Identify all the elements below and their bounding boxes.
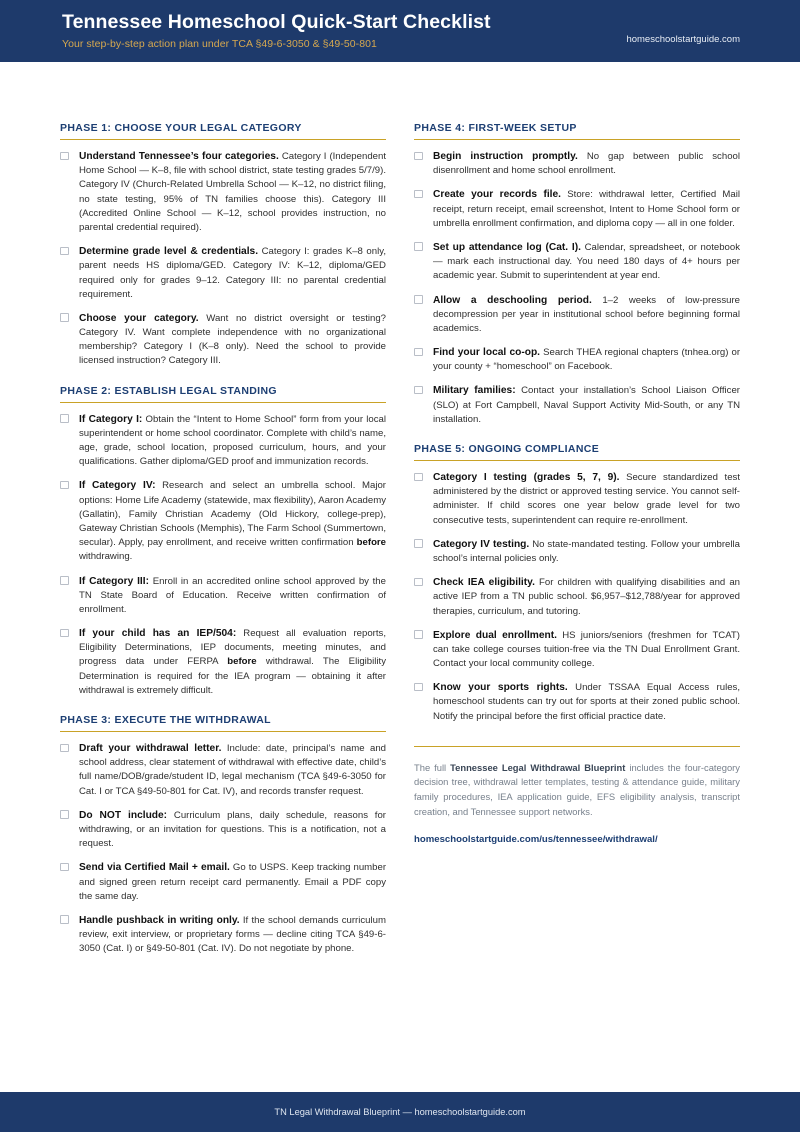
checklist-item-body: Include: date, principal’s name and school address, clear statement of withdrawal with effective date, child’s full name/DOB/grade/student ID, legal mechanism (TCA §49-6-3050 for Cat. I or TCA §49-50-801 for Cat. IV), and records transfer request. bbox=[79, 743, 386, 797]
checklist-item[interactable] bbox=[60, 626, 386, 698]
checklist-item-body: No gap between public school disenrollment and home school enrollment. bbox=[433, 151, 740, 177]
checklist-item-body: 1–2 weeks of low-pressure decompression per year in institutional school before beginning formal academics. bbox=[433, 294, 740, 334]
checklist-item[interactable] bbox=[60, 311, 386, 369]
phase-divider bbox=[414, 460, 740, 461]
checklist-item-lead: Category I testing (grades 5, 7, 9). bbox=[433, 472, 620, 483]
checklist-item-body: Category I (Independent Home School — K–8, file with school district, state testing grades 5/7/9). Category IV (Church-Related Umbrella School — K–12, no district filing, no state testing, 95% of TN families choose this). Category III (Accredited Online School — K–12, school provides instruction, no parental credential required). bbox=[79, 151, 386, 233]
checklist-item[interactable] bbox=[414, 575, 740, 619]
checklist-item-body: For children with qualifying disabilities and an active IEP from a TN public school. $6,957–$12,788/year for approved therapies, curriculum, and tutoring. bbox=[433, 577, 741, 617]
checkbox-icon[interactable] bbox=[60, 744, 69, 753]
checkbox-icon[interactable] bbox=[414, 295, 423, 304]
checkbox-icon[interactable] bbox=[414, 348, 423, 357]
checklist-item-lead: Determine grade level & credentials. bbox=[79, 246, 259, 258]
checkbox-icon[interactable] bbox=[414, 539, 423, 548]
checkbox-icon[interactable] bbox=[414, 578, 423, 587]
checklist-item-lead: Draft your withdrawal letter. bbox=[79, 743, 222, 754]
checklist-item-lead: Set up attendance log (Cat. I). bbox=[433, 241, 581, 253]
checklist-item[interactable] bbox=[60, 478, 386, 564]
page-header bbox=[0, 0, 800, 62]
checklist-item-body: Category I: grades K–8 only, parent needs HS diploma/GED. Category IV: K–12, diploma/GED required only for grades 9–12. Category III: no parental credential requirement. bbox=[79, 246, 386, 300]
checklist-item[interactable] bbox=[414, 187, 740, 231]
checklist bbox=[414, 149, 740, 427]
two-column-layout bbox=[60, 122, 740, 966]
promo-link[interactable]: homeschoolstartguide.com/us/tennessee/withdrawal/ bbox=[414, 834, 658, 846]
checklist-item-lead: Know your sports rights. bbox=[433, 682, 568, 694]
page-subtitle: Your step-by-step action plan under TCA §49-6-3050 & §49-50-801 bbox=[62, 38, 377, 51]
checklist bbox=[60, 412, 386, 698]
checklist-item[interactable] bbox=[60, 913, 386, 957]
promo-product-name: Tennessee Legal Withdrawal Blueprint bbox=[450, 761, 626, 773]
checkbox-icon[interactable] bbox=[414, 386, 423, 395]
checkbox-icon[interactable] bbox=[60, 810, 69, 819]
checklist-item[interactable] bbox=[414, 628, 740, 672]
checklist-item[interactable] bbox=[414, 470, 740, 528]
checklist-item-lead: Understand Tennessee’s four categories. bbox=[79, 151, 279, 162]
phase-heading: PHASE 4: FIRST-WEEK SETUP bbox=[414, 122, 577, 134]
checklist bbox=[60, 741, 386, 956]
checklist-item-body-tail: withdrawal. The Eligibility Determination is required for the IEA program — obtaining it after withdrawal is extremely difficult. bbox=[79, 656, 386, 696]
checkbox-icon[interactable] bbox=[60, 863, 69, 872]
checklist-item-body-tail: withdrawing. bbox=[79, 551, 133, 563]
checklist-item-lead: Handle pushback in writing only. bbox=[79, 914, 240, 926]
checkbox-icon[interactable] bbox=[60, 152, 69, 161]
checklist bbox=[60, 149, 386, 369]
checkbox-icon[interactable] bbox=[60, 915, 69, 924]
checklist-item-body: Search THEA regional chapters (tnhea.org) or your county + “homeschool” on Facebook. bbox=[433, 347, 741, 373]
phase-divider bbox=[60, 402, 386, 403]
phase-section bbox=[60, 714, 386, 956]
checklist-item-lead: Choose your category. bbox=[79, 312, 199, 324]
checklist-item-lead: Category IV testing. bbox=[433, 538, 530, 550]
checkbox-icon[interactable] bbox=[414, 473, 423, 482]
checkbox-icon[interactable] bbox=[414, 242, 423, 251]
checkbox-icon[interactable] bbox=[60, 481, 69, 490]
checklist-item-lead: Begin instruction promptly. bbox=[433, 151, 578, 162]
promo-description bbox=[414, 761, 740, 819]
checklist-item-body: Request all evaluation reports, Eligibility Determinations, IEP documents, meeting minutes, and progress data under FERPA bbox=[79, 628, 386, 668]
right-column bbox=[414, 122, 740, 847]
checklist-item[interactable] bbox=[414, 680, 740, 724]
checklist-item-lead: Check IEA eligibility. bbox=[433, 577, 535, 589]
checklist-item-body: If the school demands curriculum review, exit interview, or proprietary forms — decline citing TCA §49-6-3050 (Cat. I) or §49-50-801 (Cat. IV). Do not negotiate by phone. bbox=[79, 914, 386, 955]
checklist-item-lead: Explore dual enrollment. bbox=[433, 629, 557, 641]
checklist-item-body: Under TSSAA Equal Access rules, homeschool students can try out for sports at their zoned public school. Notify the principal before the first official practice date. bbox=[433, 682, 741, 722]
phase-divider bbox=[60, 139, 386, 140]
promo-block bbox=[414, 746, 740, 847]
left-column bbox=[60, 122, 386, 966]
footer-text: TN Legal Withdrawal Blueprint — homeschoolstartguide.com bbox=[274, 1107, 526, 1117]
checkbox-icon[interactable] bbox=[60, 313, 69, 322]
phase-heading: PHASE 5: ONGOING COMPLIANCE bbox=[414, 443, 600, 455]
phase-heading: PHASE 2: ESTABLISH LEGAL STANDING bbox=[60, 384, 277, 397]
checklist-item-emphasis: before bbox=[227, 656, 257, 668]
checklist-item[interactable] bbox=[414, 383, 740, 427]
checklist-item-lead: If your child has an IEP/504: bbox=[79, 628, 237, 640]
phase-heading: PHASE 3: EXECUTE THE WITHDRAWAL bbox=[60, 714, 271, 726]
phase-divider bbox=[60, 731, 386, 732]
checklist-item-body: Want no district oversight or testing? Category IV. Want complete independence with no organizational membership? Category I (K–8 only). Need the school to provide licensed instruction? Category III. bbox=[79, 312, 386, 367]
checklist-item[interactable] bbox=[60, 860, 386, 904]
checklist-item[interactable] bbox=[414, 537, 740, 566]
document-body bbox=[0, 62, 800, 1092]
checklist-item[interactable] bbox=[60, 412, 386, 470]
checklist-item-lead: Military families: bbox=[433, 385, 516, 397]
phase-section bbox=[60, 385, 386, 698]
checklist-item-lead: If Category I: bbox=[79, 413, 143, 425]
checklist-item[interactable] bbox=[414, 345, 740, 374]
checklist-item-body: Contact your installation’s School Liaison Officer (SLO) at Fort Campbell, Naval Support Activity Mid-South, or any TN installation. bbox=[433, 385, 740, 425]
checklist-item-lead: If Category III: bbox=[79, 575, 149, 587]
phase-section bbox=[414, 122, 740, 427]
checklist-item-body: Secure standardized test administered by the district or approved testing service. You cannot self-administer. If child scores one year below grade level for two consecutive tests, superintendent can require re-enrollment. bbox=[433, 472, 740, 526]
checklist-item-lead: Create your records file. bbox=[433, 189, 561, 201]
checklist-item-lead: Send via Certified Mail + email. bbox=[79, 862, 230, 874]
checklist-item[interactable] bbox=[60, 244, 386, 302]
checklist-item-body: Calendar, spreadsheet, or notebook — mark each instructional day. You need 180 days of 4+ hours per academic year. Submit to superintendent at year end. bbox=[433, 241, 740, 282]
checklist-item-body: Curriculum plans, daily schedule, reasons for withdrawing, or an invitation for questions. This is a notification, not a request. bbox=[79, 809, 386, 850]
checklist-item-body: Obtain the “Intent to Home School” form from your local superintendent or home school coordinator. Complete with child’s name, age, grade, school location, proposed curriculum, hours, and your qualifications. Gather diploma/GED proof and immunization records. bbox=[79, 413, 386, 468]
checklist-item-body: Research and select an umbrella school. Major options: Home Life Academy (statewide, max flexibility), Aaron Academy (Gallatin), Family Christian Academy (Old Hickory, college-prep), Gateway Christian Schools (Memphis), The Farm School (Summertown, secular). Apply, pay enrollment, and receive written confirmation bbox=[79, 480, 386, 549]
checklist-item[interactable] bbox=[414, 149, 740, 178]
checklist bbox=[414, 470, 740, 724]
header-site-url: homeschoolstartguide.com bbox=[626, 34, 740, 45]
checklist-item-body: Go to USPS. Keep tracking number and signed green return receipt card permanently. Email a PDF copy the same day. bbox=[79, 862, 387, 902]
phase-section bbox=[60, 122, 386, 369]
checklist-item[interactable] bbox=[60, 741, 386, 799]
page-footer bbox=[0, 1092, 800, 1132]
promo-text-before: The full bbox=[414, 761, 451, 773]
checkbox-icon[interactable] bbox=[414, 683, 423, 692]
phase-divider bbox=[414, 139, 740, 140]
checklist-item-lead: Find your local co-op. bbox=[433, 347, 541, 359]
checkbox-icon[interactable] bbox=[60, 576, 69, 585]
promo-text-after: includes the four-category decision tree, withdrawal letter templates, testing & attendance guide, military family procedures, IEA application guide, EFS eligibility analysis, transcript creation, and Tennessee support networks. bbox=[414, 761, 740, 817]
checklist-item-body: No state-mandated testing. Follow your umbrella school’s internal policies only. bbox=[433, 538, 740, 564]
checkbox-icon[interactable] bbox=[60, 247, 69, 256]
checklist-item-lead: If Category IV: bbox=[79, 480, 156, 492]
checklist-item-emphasis: before bbox=[356, 537, 386, 549]
checklist-item-lead: Do NOT include: bbox=[79, 809, 168, 821]
checkbox-icon[interactable] bbox=[414, 190, 423, 199]
checkbox-icon[interactable] bbox=[414, 152, 423, 161]
checklist-item[interactable] bbox=[414, 293, 740, 337]
checkbox-icon[interactable] bbox=[60, 629, 69, 638]
checklist-item-body: HS juniors/seniors (freshmen for TCAT) can take college courses tuition-free via the TN Dual Enrollment Grant. Contact your local community college. bbox=[433, 629, 740, 670]
checklist-item-body: Store: withdrawal letter, Certified Mail receipt, return receipt, email screenshot, Intent to Home School form or umbrella enrollment confirmation, and diploma copy — all in one folder. bbox=[433, 189, 741, 229]
checklist-item-body: Enroll in an accredited online school approved by the TN State Board of Education. Receive written confirmation of enrollment. bbox=[79, 575, 386, 615]
page-title: Tennessee Homeschool Quick-Start Checklist bbox=[62, 11, 491, 33]
promo-divider bbox=[414, 746, 740, 747]
phase-heading: PHASE 1: CHOOSE YOUR LEGAL CATEGORY bbox=[60, 122, 302, 134]
checklist-item[interactable] bbox=[60, 149, 386, 235]
phase-section bbox=[414, 443, 740, 724]
checkbox-icon[interactable] bbox=[60, 414, 69, 423]
checklist-item-lead: Allow a deschooling period. bbox=[433, 294, 592, 306]
checklist-item[interactable] bbox=[60, 808, 386, 852]
checklist-item[interactable] bbox=[60, 574, 386, 618]
checkbox-icon[interactable] bbox=[414, 630, 423, 639]
checklist-item[interactable] bbox=[414, 240, 740, 284]
